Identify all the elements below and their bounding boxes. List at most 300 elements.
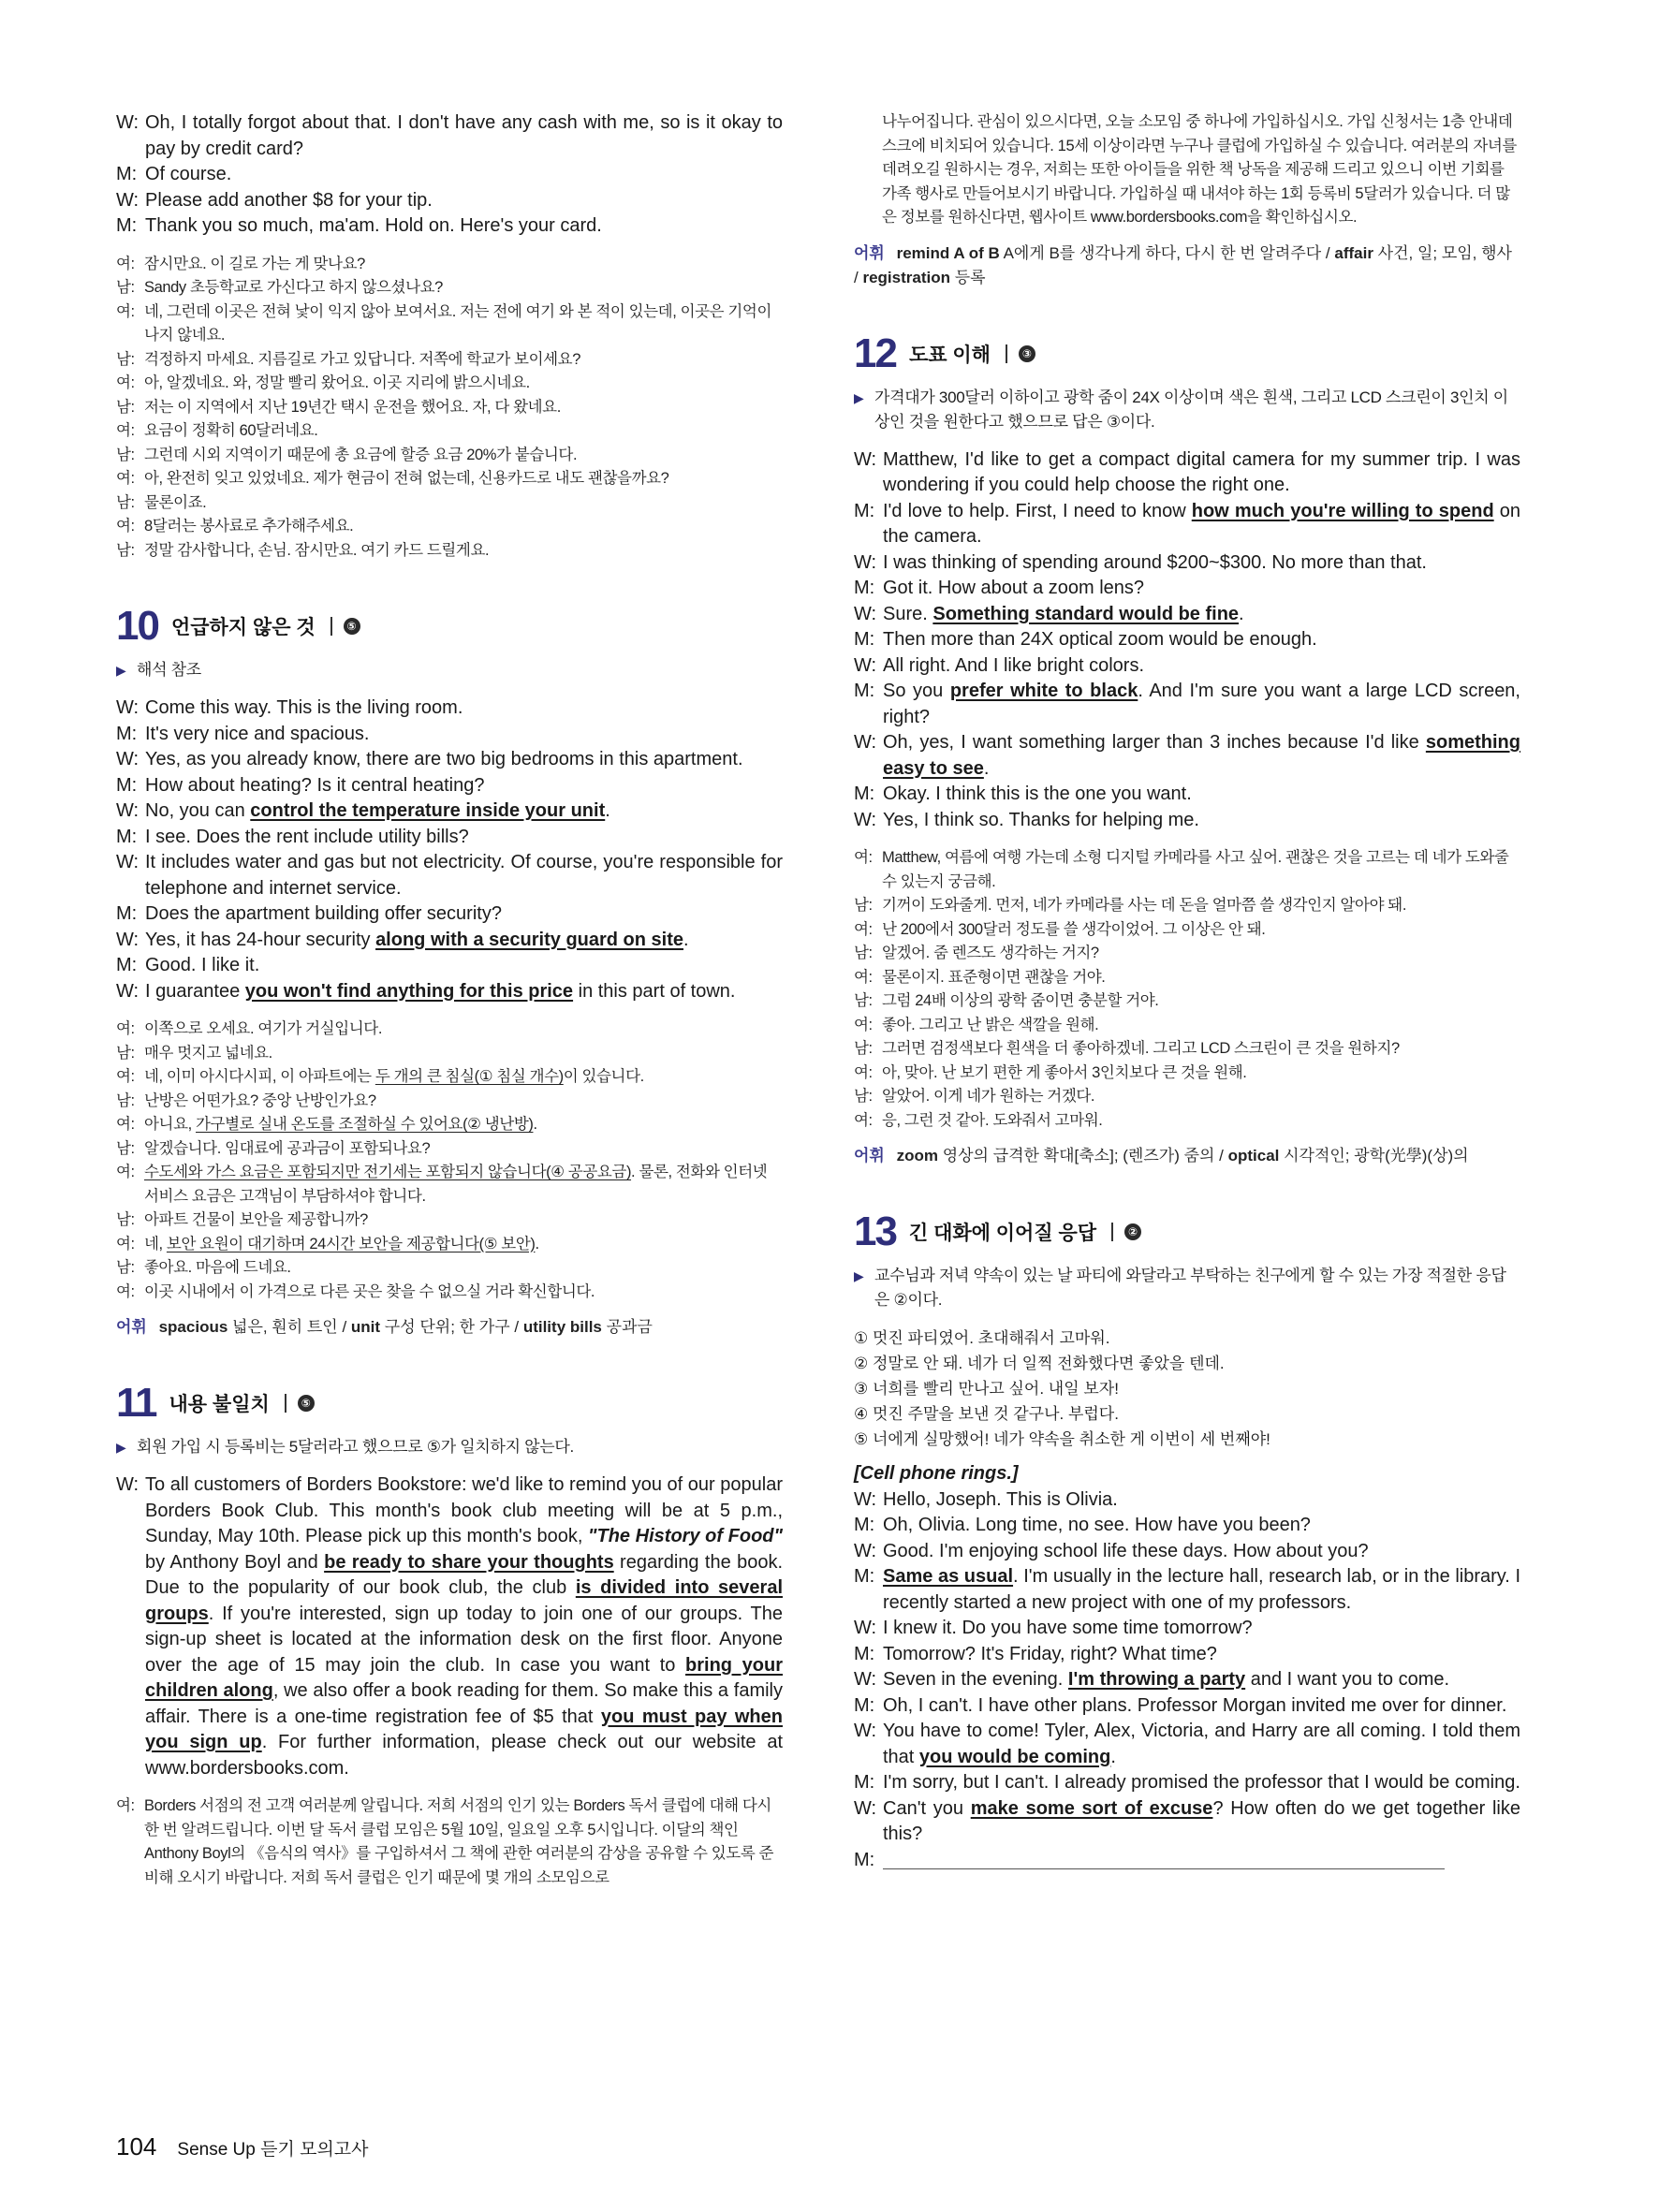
line-text: 난 200에서 300달러 정도를 쓸 생각이었어. 그 이상은 안 돼. [882,920,1266,938]
line-text: Then more than 24X optical zoom would be enough. [883,629,1317,650]
dialogue-line [116,928,783,954]
line-text: 네, 이미 아시다시피, 이 아파트에는 두 개의 큰 침실(① 침실 개수)이 있습니다. [144,1068,644,1085]
korean-line [854,1037,1520,1062]
vocab-tag: 어휘 [854,1147,885,1165]
speaker-label: M: [854,1772,875,1793]
speaker-label: 여: [116,1235,135,1252]
dialogue-line [854,1564,1520,1616]
vocab-meaning: 사건, 일; 모임, 행사 / [854,243,1512,286]
dialogue-line [854,1667,1520,1693]
line-text: 수도세와 가스 요금은 포함되지만 전기세는 포함되지 않습니다(④ 공공요금). 물론, 전화와 인터넷 서비스 요금은 고객님이 부담하셔야 합니다. [144,1164,768,1205]
speaker-label: 여: [116,470,135,487]
speaker-label: W: [854,1618,877,1638]
speaker-label: M: [854,500,875,521]
speaker-label: W: [116,749,140,769]
dialogue-line [854,602,1520,628]
korean-line [116,1113,783,1137]
key-phrase: prefer white to black [949,681,1138,701]
q12-number: 12 [854,330,896,376]
speaker-label: 여: [116,1020,135,1037]
korean-line [854,846,1520,894]
line-text: 이쪽으로 오세요. 여기가 거실입니다. [144,1020,383,1037]
speaker-label: 남: [854,945,873,961]
dialogue-line [854,782,1520,808]
speaker-label: M: [854,1849,875,1870]
speaker-label: 남: [116,541,135,559]
speaker-label: W: [116,929,140,950]
key-phrase: Same as usual [883,1566,1014,1587]
book-title-italic: "The History of Food" [588,1526,783,1546]
speaker-label: 여: [116,1068,135,1085]
q11-korean-cont [854,110,1520,230]
speaker-label: 남: [116,398,135,416]
speaker-label: M: [116,903,138,924]
key-phrase: you would be coming [918,1746,1111,1767]
page-footer [116,2132,369,2161]
key-phrase: something easy to see [883,732,1520,779]
q11-vocab [854,242,1520,290]
line-text: Oh, I totally forgot about that. I don't have any cash with me, so is it okay to pay by credit card? [145,112,783,159]
vocab-meaning: 등록 [949,268,986,286]
line-text: Matthew, 여름에 여행 가는데 소형 디지털 카메라를 사고 싶어. 괜찮은 것을 고르는 데 네가 도와줄 수 있는지 궁금해. [882,849,1509,890]
line-text: Matthew, I'd like to get a compact digital camera for my summer trip. I was wondering if you could help choose the right one. [883,448,1520,495]
speaker-label: 여: [854,849,873,866]
key-phrase: 가구별로 실내 온도를 조절하실 수 있어요(② 냉난방) [196,1116,534,1133]
dialogue-line [116,162,783,188]
speaker-label: M: [116,723,138,744]
korean-line [116,276,783,300]
korean-line [116,539,783,564]
speaker-label: W: [116,112,140,133]
q10-vocab [116,1315,783,1340]
korean-line [116,1042,783,1066]
line-text: It's very nice and spacious. [145,723,370,744]
speaker-label: M: [854,1566,875,1587]
line-text: Yes, I think so. Thanks for helping me. [883,809,1199,830]
vocab-word: zoom [896,1147,938,1165]
speaker-label: 여: [854,1016,873,1033]
dialogue-line [854,499,1520,550]
korean-line [116,348,783,373]
answer-option: ② 정말로 안 돼. 네가 더 일찍 전화했다면 좋았을 텐데. [854,1355,1225,1372]
q11-explanation [116,1435,783,1459]
speaker-label: M: [854,784,875,804]
q10-header [116,604,783,649]
q13-answer-badge: ② [1124,1223,1141,1240]
line-text: 물론이지. 표준형이면 괜찮을 거야. [882,968,1106,986]
dialogue-line [854,1487,1520,1514]
dialogue-line [854,1539,1520,1565]
speaker-label: W: [854,1540,877,1561]
book-title: Sense Up 듣기 모의고사 [177,2140,369,2160]
speaker-label: 여: [854,920,873,938]
speaker-label: 남: [116,1259,135,1276]
line-text: It includes water and gas but not electricity. Of course, you're responsible for telephone and internet service. [145,852,783,899]
speaker-label: 여: [116,255,135,272]
dialogue-line-blank [854,1848,1520,1874]
dialogue-line [854,730,1520,782]
dialogue-line [854,653,1520,680]
line-text: 정말 감사합니다, 손님. 잠시만요. 여기 카드 드릴게요. [144,541,490,559]
korean-line [882,110,1520,230]
speaker-label: 여: [116,1164,135,1180]
q11-korean-cont-text: 나누어집니다. 관심이 있으시다면, 오늘 소모임 중 하나에 가입하십시오. 가입 신청서는 1층 안내데스크에 비치되어 있습니다. 15세 이상이라면 누구나 클럽에 가입하실 수 있습니다. 여러분의 자녀를 데려오길 원하시는 경우, 저희는 또한 아이들을 위한 책 낭독을 제공해 드리고 있으니 이번 기회를 가족 행사로 만들어보시기 바랍니다. 가입하실 때 내셔야 하는 1회 등록비 5달러가 있습니다. 더 많은 정보를 원하신다면, 웹사이트 www.bordersbooks.com을 확인하십시오. [882,113,1517,226]
dialogue-line [854,447,1520,499]
line-text: Good. I'm enjoying school life these days. How about you? [883,1540,1369,1561]
speaker-label: 여: [116,422,135,439]
key-phrase: along with a security guard on site [375,929,684,950]
line-text: 잠시만요. 이 길로 가는 게 맞나요? [144,255,365,272]
key-phrase: you must pay when you sign up [145,1706,783,1752]
speaker-label: M: [116,215,138,236]
speaker-label: W: [116,980,140,1002]
q12-explanation-text: 가격대가 300달러 이하이고 광학 줌이 24X 이상이며 색은 흰색, 그리고 LCD 스크린이 3인치 이상인 것을 원한다고 했으므로 답은 ③이다. [874,388,1508,431]
speaker-label: M: [116,774,138,796]
korean-line [116,419,783,444]
line-text: I see. Does the rent include utility bills? [145,826,469,847]
dialogue-line [116,825,783,851]
q12-korean [854,846,1520,1133]
vocab-meaning: 공과금 [601,1318,653,1336]
dialogue-line [116,722,783,748]
line-text: Seven in the evening. I'm throwing a party and I want you to come. [883,1669,1450,1690]
speaker-label: W: [854,1721,877,1741]
q11-monologue: To all customers of Borders Bookstore: we'd like to remind you of our popular Borders Book Club. This month's book club meeting will be at 5 p.m., Sunday, May 10th. Please pick up this month's book, "The History of Food" by Anthony Boyl and be ready to share your thoughts regarding the book. Due to the popularity of our book club, the club is divided into several groups. If you're interested, sign up today to join one of our groups. The sign-up sheet is located at the information desk on the first floor. Anyone over the age of 15 may join the club. In case you want to bring your children along, we also offer a book reading for them. So make this a family affair. There is a one-time registration fee of $5 that you must pay when you sign up. For further information, please check out our website at www.bordersbooks.com. [145,1474,784,1779]
line-text: All right. And I like bright colors. [883,654,1145,676]
q10-explanation-text: 해석 참조 [137,661,201,679]
dialogue-line [116,110,783,162]
korean-line [116,491,783,516]
q10-dialogue [116,696,783,1004]
vocab-tag: 어휘 [854,243,885,262]
line-text: 아, 알겠네요. 와, 정말 빨리 왔어요. 이곳 지리에 밝으시네요. [144,374,530,391]
korean-line [116,444,783,468]
answer-option: ④ 멋진 주말을 보낸 것 같구나. 부럽다. [854,1405,1119,1423]
line-text: 그럼 24배 이상의 광학 줌이면 충분할 거야. [882,992,1159,1009]
triangle-bullet-icon: ▶ [854,389,864,405]
korean-line [116,1137,783,1162]
speaker-label: W: [116,1474,140,1495]
triangle-bullet-icon: ▶ [854,1268,864,1283]
line-text: Same as usual. I'm usually in the lecture hall, research lab, or in the library. I recently started a new project with one of my professors. [883,1566,1520,1613]
speaker-label: M: [854,1643,875,1664]
stage-direction: [Cell phone rings.] [854,1463,1019,1484]
triangle-bullet-icon: ▶ [116,663,126,678]
line-text: 아, 완전히 잊고 있었네요. 제가 현금이 전혀 없는데, 신용카드로 내도 괜찮을까요? [144,470,669,487]
line-text: 요금이 정확히 60달러네요. [144,422,318,439]
dialogue-line [116,1472,783,1781]
speaker-label: W: [116,852,140,872]
korean-line [116,1209,783,1233]
q10-answer-badge: ⑤ [344,618,360,635]
korean-line [854,942,1520,966]
speaker-label: M: [116,164,138,184]
dialogue-line [116,773,783,799]
vocab-tag: 어휘 [116,1318,147,1336]
line-text: I was thinking of spending around $200~$300. No more than that. [883,551,1427,573]
dialogue-line [116,798,783,825]
key-phrase: 수도세와 가스 요금은 포함되지만 전기세는 포함되지 않습니다(④ 공공요금) [144,1164,632,1180]
vocab-word: unit [350,1318,381,1336]
dialogue-line [854,576,1520,602]
key-phrase: bring your children along [145,1654,784,1701]
speaker-label: M: [854,1515,875,1535]
korean-line [854,1062,1520,1086]
key-phrase: is divided into several groups [145,1577,783,1624]
right-column [854,110,1520,1873]
speaker-label: 여: [854,1063,873,1081]
korean-line [854,894,1520,918]
dialogue-line [854,1693,1520,1720]
speaker-label: W: [854,603,877,624]
dialogue-line [854,1770,1520,1796]
q11-korean-left [116,1795,783,1890]
speaker-label: 여: [116,1282,135,1300]
speaker-label: M: [854,629,875,650]
line-text: 알겠어. 줌 렌즈도 생각하는 거지? [882,945,1099,961]
line-text: Oh, Olivia. Long time, no see. How have you been? [883,1515,1311,1535]
q11-answer-badge: ⑤ [298,1395,315,1412]
speaker-label: W: [116,800,140,821]
line-text: Got it. How about a zoom lens? [883,578,1145,598]
korean-line [116,300,783,348]
dialogue-line [854,679,1520,730]
vocab-meaning: 영상의 급격한 확대[축소]; (렌즈가) 줌의 / [937,1147,1228,1165]
speaker-label: W: [854,1797,877,1819]
vocab-meaning: 넓은, 훤히 트인 / [228,1318,351,1336]
line-text: So you prefer white to black. And I'm sure you want a large LCD screen, right? [883,681,1520,727]
speaker-label: 남: [116,446,135,463]
q11-title: 내용 불일치 [169,1394,270,1415]
line-text: I guarantee you won't find anything for this price in this part of town. [145,980,736,1002]
line-text: 8달러는 봉사료로 추가해주세요. [144,518,354,535]
line-text: I'd love to help. First, I need to know how much you're willing to spend on the camera. [883,500,1520,547]
speaker-label: 여: [116,1797,135,1814]
speaker-label: 여: [116,374,135,391]
vocab-word: spacious [158,1318,228,1336]
q12-explanation [854,386,1520,434]
line-text: 아니요, 가구별로 실내 온도를 조절하실 수 있어요(② 냉난방). [144,1116,537,1133]
dialogue-line [116,953,783,979]
q13-header [854,1209,1520,1254]
korean-line [854,1085,1520,1109]
vocab-word: utility bills [522,1318,602,1336]
speaker-label: 남: [116,1044,135,1062]
speaker-label: 여: [116,1116,135,1133]
q10-explanation [116,658,783,682]
speaker-label: 남: [116,1211,135,1228]
key-phrase: 두 개의 큰 침실(① 침실 개수) [374,1068,564,1085]
line-text: Please add another $8 for your tip. [145,189,433,211]
korean-line [854,966,1520,990]
answer-option: ⑤ 너에게 실망했어! 네가 약속을 취소한 게 이번이 세 번째야! [854,1430,1270,1448]
speaker-label: W: [854,551,877,573]
dialogue-line [116,901,783,928]
line-text: 기꺼이 도와줄게. 먼저, 네가 카메라를 사는 데 돈을 얼마쯤 쓸 생각인지 알아야 돼. [882,897,1407,914]
speaker-label: W: [854,448,877,470]
q12-answer-badge: ③ [1019,345,1035,362]
dialogue-line [854,1719,1520,1770]
answer-option: ① 멋진 파티였어. 초대해줘서 고마워. [854,1329,1110,1347]
korean-line [854,1014,1520,1038]
line-text: Thank you so much, ma'am. Hold on. Here's your card. [145,215,602,236]
speaker-label: 여: [854,968,873,986]
q12-vocab [854,1144,1520,1168]
speaker-label: M: [854,681,875,701]
q12-dialogue [854,447,1520,834]
q11-number: 11 [116,1380,156,1426]
dialogue-line [854,808,1520,834]
speaker-label: 남: [116,493,135,511]
line-text: 아파트 건물이 보안을 제공합니까? [144,1211,368,1228]
speaker-label: W: [854,1488,877,1510]
line-text: Sure. Something standard would be fine. [883,603,1244,624]
dialogue-line [116,696,783,722]
q10-korean [116,1018,783,1304]
speaker-label: M: [854,1694,875,1716]
speaker-label: W: [854,654,877,676]
korean-line [116,1161,783,1209]
speaker-label: 남: [854,1088,873,1105]
answer-option: ③ 너희를 빨리 만나고 싶어. 내일 보자! [854,1380,1119,1398]
vocab-meaning: 시각적인; 광학(光學)(상)의 [1279,1147,1469,1165]
speaker-label: 남: [116,1139,135,1157]
q13-title: 긴 대화에 이어질 응답 [908,1223,1097,1244]
korean-line [116,1090,783,1114]
answer-blank[interactable] [883,1852,1445,1869]
vocab-word: registration [862,268,950,286]
korean-line [116,1795,783,1890]
q11-header [116,1381,783,1426]
korean-line [116,396,783,420]
speaker-label: W: [116,697,140,718]
dialogue-line [116,188,783,214]
korean-line [854,918,1520,943]
key-phrase: I'm throwing a party [1067,1669,1246,1690]
korean-line [116,1233,783,1257]
vocab-word: optical [1227,1147,1280,1165]
speaker-label: 남: [854,897,873,914]
line-text: 알겠습니다. 임대료에 공과금이 포함되나요? [144,1139,431,1157]
key-phrase: control the temperature inside your unit [250,800,606,821]
q13-options [854,1326,1520,1452]
line-text: Does the apartment building offer security? [145,903,502,924]
key-phrase: how much you're willing to spend [1191,500,1494,521]
key-phrase: Something standard would be fine [932,603,1240,624]
q12-header [854,331,1520,376]
line-text: 난방은 어떤가요? 중앙 난방인가요? [144,1091,376,1109]
dialogue-line [854,627,1520,653]
speaker-label: W: [854,732,877,753]
speaker-label: 여: [116,302,135,320]
line-text: Okay. I think this is the one you want. [883,784,1192,804]
line-text: Hello, Joseph. This is Olivia. [883,1488,1118,1510]
key-phrase: you won't find anything for this price [244,980,574,1002]
vocab-word: remind A of B [896,243,1000,262]
q11-explanation-text: 회원 가입 시 등록비는 5달러라고 했으므로 ⑤가 일치하지 않는다. [137,1438,574,1456]
speaker-label: 여: [116,518,135,535]
line-text: 그런데 시외 지역이기 때문에 총 요금에 할증 요금 20%가 붙습니다. [144,446,578,463]
korean-line [116,1018,783,1042]
speaker-label: M: [116,955,138,975]
dialogue-line [854,1642,1520,1668]
korean-line [116,253,783,277]
speaker-label: 남: [116,279,135,296]
line-text: Can't you make some sort of excuse? How often do we get together like this? [883,1797,1520,1844]
triangle-bullet-icon: ▶ [116,1440,126,1455]
key-phrase: be ready to share your thoughts [324,1551,614,1573]
dialogue-line [116,850,783,901]
dialogue-line [854,1513,1520,1539]
line-text: 걱정하지 마세요. 지름길로 가고 있답니다. 저쪽에 학교가 보이세요? [144,350,580,368]
korean-line [116,515,783,539]
q10-title: 언급하지 않은 것 [170,617,316,638]
vocab-meaning: 구성 단위; 한 가구 / [380,1318,523,1336]
speaker-label: 남: [116,1091,135,1109]
speaker-label: W: [116,189,140,211]
line-text: Good. I like it. [145,955,260,975]
divider [285,1394,286,1413]
dialogue-line [116,747,783,773]
line-text: How about heating? Is it central heating? [145,774,485,796]
line-text: 물론이죠. [144,493,207,511]
line-text: Tomorrow? It's Friday, right? What time? [883,1643,1217,1664]
q12-title: 도표 이해 [908,344,991,366]
line-text: Yes, it has 24-hour security along with a security guard on site. [145,929,689,950]
speaker-label: W: [854,1669,877,1690]
line-text: 그러면 검정색보다 흰색을 더 좋아하겠네. 그리고 LCD 스크린이 큰 것을 원하지? [882,1040,1400,1057]
divider [1111,1223,1113,1241]
q13-explanation [854,1264,1520,1312]
dialogue-line [854,550,1520,577]
key-phrase: 보안 요원이 대기하며 24시간 보안을 제공합니다(⑤ 보안) [166,1235,536,1252]
divider [330,617,332,636]
q13-explanation-text: 교수님과 저녁 약속이 있는 날 파티에 와달라고 부탁하는 친구에게 할 수 있는 가장 적절한 응답은 ②이다. [874,1267,1506,1309]
dialogue-line [854,1616,1520,1642]
line-text: 이곳 시내에서 이 가격으로 다른 곳은 찾을 수 없으실 거라 확신합니다. [144,1282,595,1300]
line-text: Of course. [145,164,232,184]
korean-line [116,1281,783,1305]
page-number: 104 [116,2132,157,2161]
korean-line [116,1256,783,1281]
left-column [116,110,783,1890]
q13-number: 13 [854,1209,896,1254]
speaker-label: M: [116,826,138,847]
line-text: Yes, as you already know, there are two big bedrooms in this apartment. [145,749,743,769]
divider [1006,344,1007,363]
vocab-meaning: A에게 B를 생각나게 하다, 다시 한 번 알려주다 / [999,243,1335,262]
line-text: No, you can control the temperature inside your unit. [145,800,610,821]
dialogue-line [116,979,783,1005]
line-text: Oh, yes, I want something larger than 3 inches because I'd like something easy to see. [883,732,1520,779]
line-text: 저는 이 지역에서 지난 19년간 택시 운전을 했어요. 자, 다 왔네요. [144,398,561,416]
q11-korean-text: Borders 서점의 전 고객 여러분께 알립니다. 저희 서점의 인기 있는 Borders 독서 클럽에 대해 다시 한 번 알려드립니다. 이번 달 독서 클럽 모임은 5월 10일, 일요일 오후 5시입니다. 이달의 책인 Anthony Boyl의 《음식의 역사》를 구입하셔서 그 책에 관한 여러분의 감상을 공유할 수 있도록 준비해 오시기 바랍니다. 저희 독서 클럽은 인기 때문에 몇 개의 소모임으로 [144,1797,774,1886]
korean-line [116,467,783,491]
q13-dialogue [854,1461,1520,1873]
q10-number: 10 [116,603,158,649]
line-text: 좋아요. 마음에 드네요. [144,1259,291,1276]
line-text: You have to come! Tyler, Alex, Victoria, and Harry are all coming. I told them that you would be coming. [883,1721,1520,1767]
line-text: 네, 그런데 이곳은 전혀 낯이 익지 않아 보여서요. 저는 전에 여기 와 본 적이 있는데, 이곳은 기억이 나지 않네요. [144,302,771,344]
line-text: 알았어. 이게 네가 원하는 거겠다. [882,1088,1095,1105]
q11-dialogue [116,1472,783,1781]
line-text: Sandy 초등학교로 가신다고 하지 않으셨나요? [144,279,443,296]
korean-line [854,1109,1520,1134]
speaker-label: 여: [854,1111,873,1129]
line-text: Oh, I can't. I have other plans. Professor Morgan invited me over for dinner. [883,1694,1507,1716]
key-phrase: make some sort of excuse [970,1797,1213,1819]
line-text: I knew it. Do you have some time tomorrow? [883,1618,1253,1638]
